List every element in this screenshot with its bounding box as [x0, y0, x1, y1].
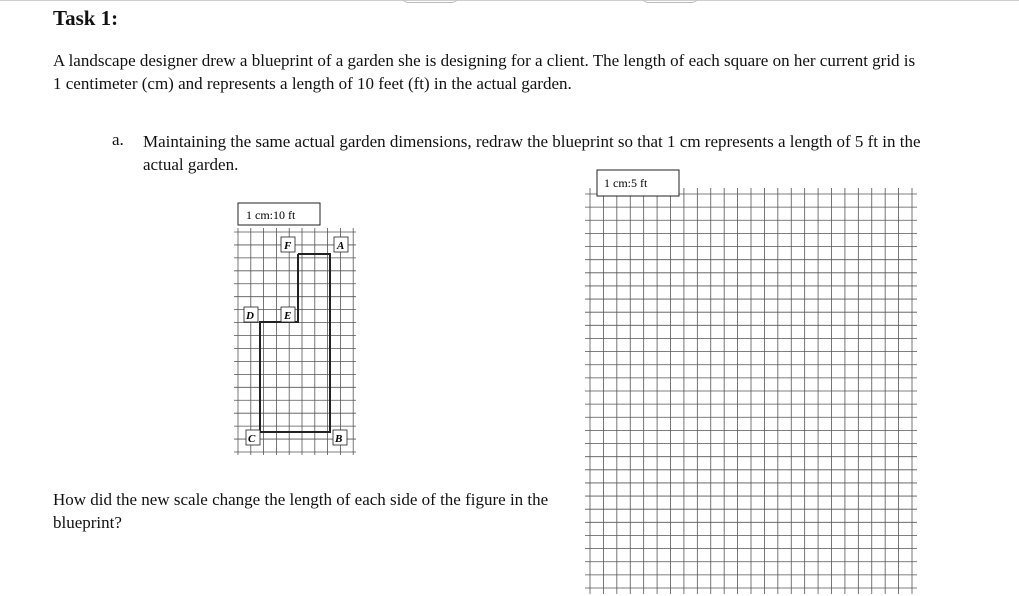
point-e-label: E — [284, 310, 292, 322]
point-c-label: C — [248, 433, 256, 445]
task-intro: A landscape designer drew a blueprint of a garden she is designing for a client. The length of each square on her current grid is 1 centimeter (cm) and represents a length of 10 feet (ft) in the actual garden. — [53, 51, 916, 93]
point-a-label: A — [337, 240, 345, 252]
part-a-marker: a. — [112, 130, 124, 149]
new-grid-lines[interactable] — [585, 188, 917, 594]
original-grid-lines — [234, 228, 356, 455]
point-d-label: D — [246, 310, 254, 322]
point-b-label: B — [335, 433, 343, 445]
new-scale-label: 1 cm:5 ft — [604, 176, 648, 190]
part-a-text: Maintaining the same actual garden dimensions, redraw the blueprint so that 1 cm represents a length of 5 ft in the actual garden. — [143, 132, 921, 174]
garden-outline — [260, 254, 330, 432]
point-f-label: F — [284, 240, 292, 252]
original-scale-label: 1 cm:10 ft — [246, 208, 296, 222]
question-text: How did the new scale change the length of each side of the figure in the blueprint? — [53, 490, 549, 532]
task-title: Task 1: — [53, 6, 119, 30]
